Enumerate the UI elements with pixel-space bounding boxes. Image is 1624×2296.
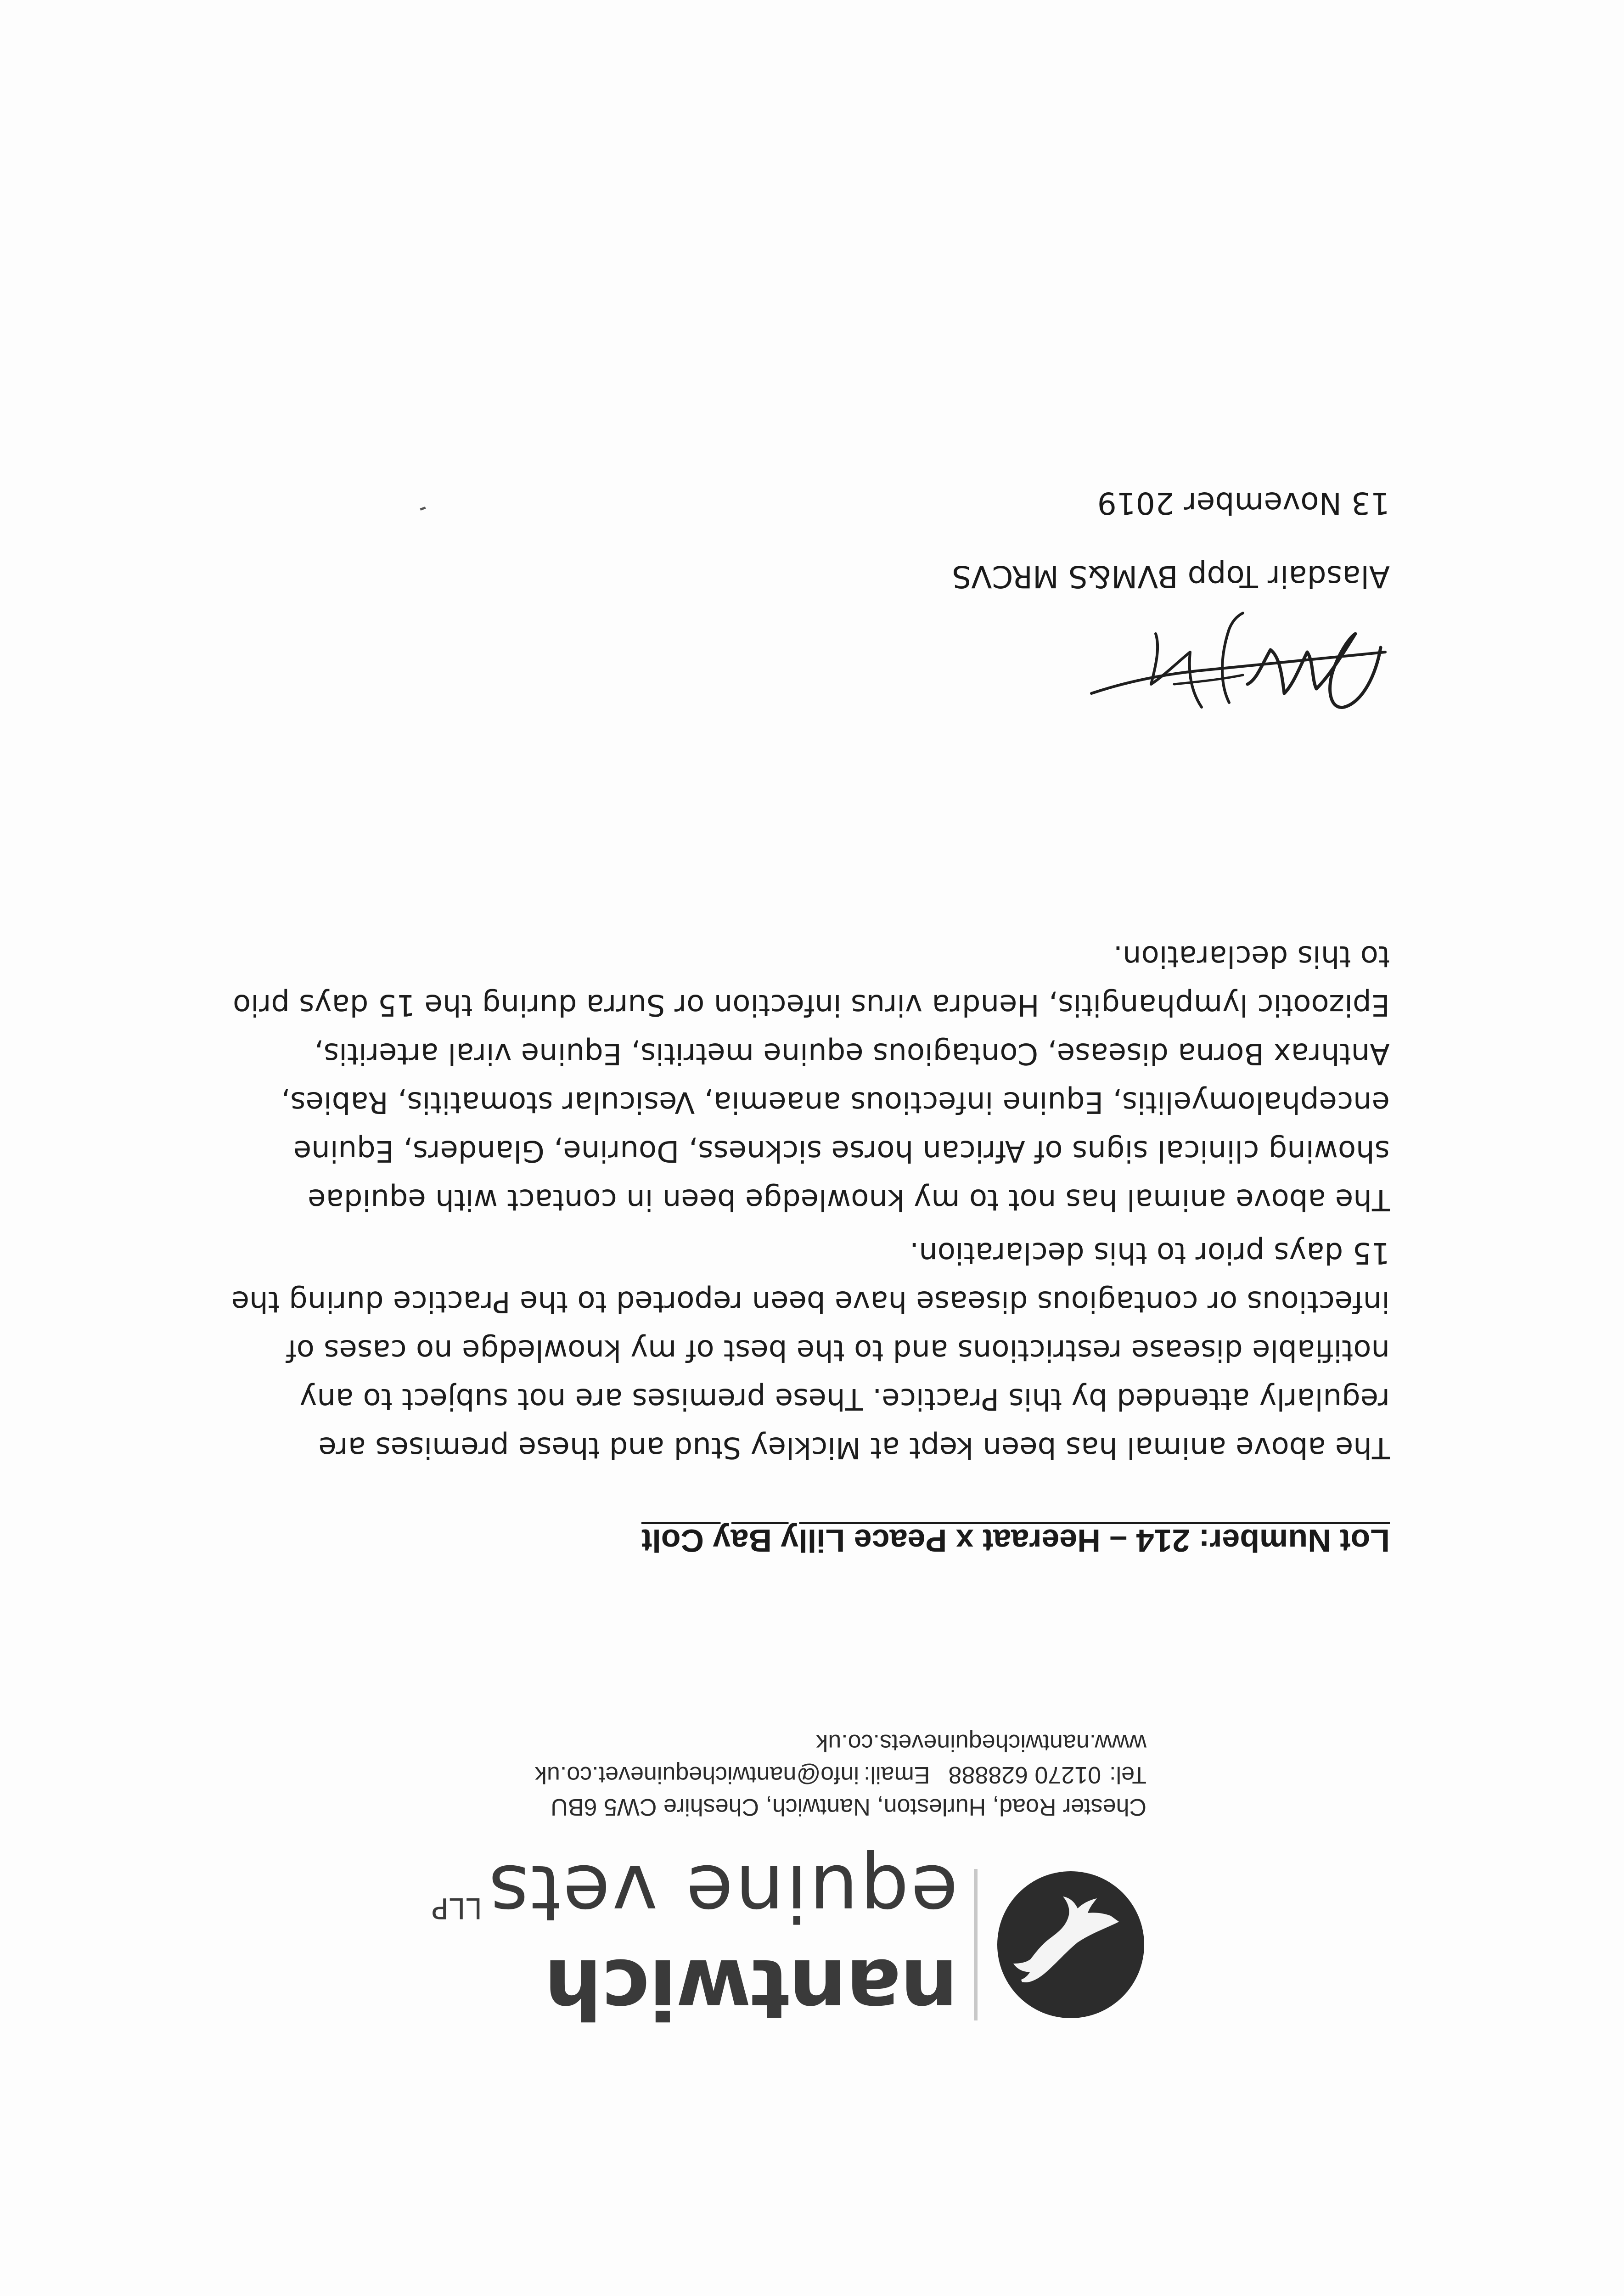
paragraph-line: showing clinical signs of African horse sickness, Dourine, Glanders, Equine xyxy=(293,1134,1390,1168)
paragraph-line: Anthrax Borna disease, Contagious equine metritis, Equine viral arteritis, xyxy=(314,1036,1390,1070)
paragraph-line: Epizootic lymphangitis, Hendra virus infection or Surra during the 15 days prio xyxy=(233,988,1390,1022)
tel-label: Tel: xyxy=(1109,1761,1146,1788)
brand-suffix: LLP xyxy=(430,1891,483,1925)
brand-name: nantwich xyxy=(545,1941,958,2036)
horse-in-circle-icon xyxy=(995,1869,1146,2020)
handwritten-signature xyxy=(1073,606,1394,744)
paragraph-line: 15 days prior to this declaration. xyxy=(909,1236,1390,1270)
address: Chester Road, Hurleston, Nantwich, Cheshire CW5 6BU xyxy=(551,1794,1146,1820)
phone-email-line xyxy=(535,1759,1146,1791)
paragraph-line: encephalomyelitis, Equine infectious anaemia, Vesicular stomatitis, Rabies, xyxy=(281,1085,1390,1119)
letterhead xyxy=(366,1626,1146,2039)
premises-declaration xyxy=(214,1228,1390,1472)
email-label: Email: xyxy=(864,1761,930,1788)
paragraph-line: to this declaration. xyxy=(1113,939,1390,973)
paragraph-line: The above animal has been kept at Mickley Stud and these premises are xyxy=(318,1430,1390,1464)
website: www.nantwichequinevets.co.uk xyxy=(816,1729,1146,1756)
brand-subtitle-text: equine vets xyxy=(487,1848,958,1938)
logo-divider xyxy=(974,1869,978,2020)
contact-declaration xyxy=(214,932,1390,1224)
paragraph-line: notifiable disease restrictions and to the best of my knowledge no cases of xyxy=(286,1333,1390,1367)
paragraph-line: regularly attended by this Practice. These premises are not subject to any xyxy=(299,1382,1390,1416)
tel-number: 01270 628888 xyxy=(948,1761,1101,1788)
lot-heading: Lot Number: 214 – Heeraat x Peace Lilly Bay Colt xyxy=(641,1523,1390,1559)
paragraph-line: infectious or contagious disease have been reported to the Practice during the xyxy=(231,1284,1390,1318)
signature-date: 13 November 2019 xyxy=(1097,485,1390,521)
contact-block xyxy=(535,1727,1146,1823)
signatory-name: Alasdair Topp BVM&S MRCVS xyxy=(952,559,1390,594)
scan-speck xyxy=(420,506,426,511)
brand-subtitle xyxy=(430,1848,958,1947)
email-address: info@nantwichequinevet.co.uk xyxy=(534,1761,860,1788)
paragraph-line: The above animal has not to my knowledge been in contact with equidae xyxy=(308,1182,1390,1216)
